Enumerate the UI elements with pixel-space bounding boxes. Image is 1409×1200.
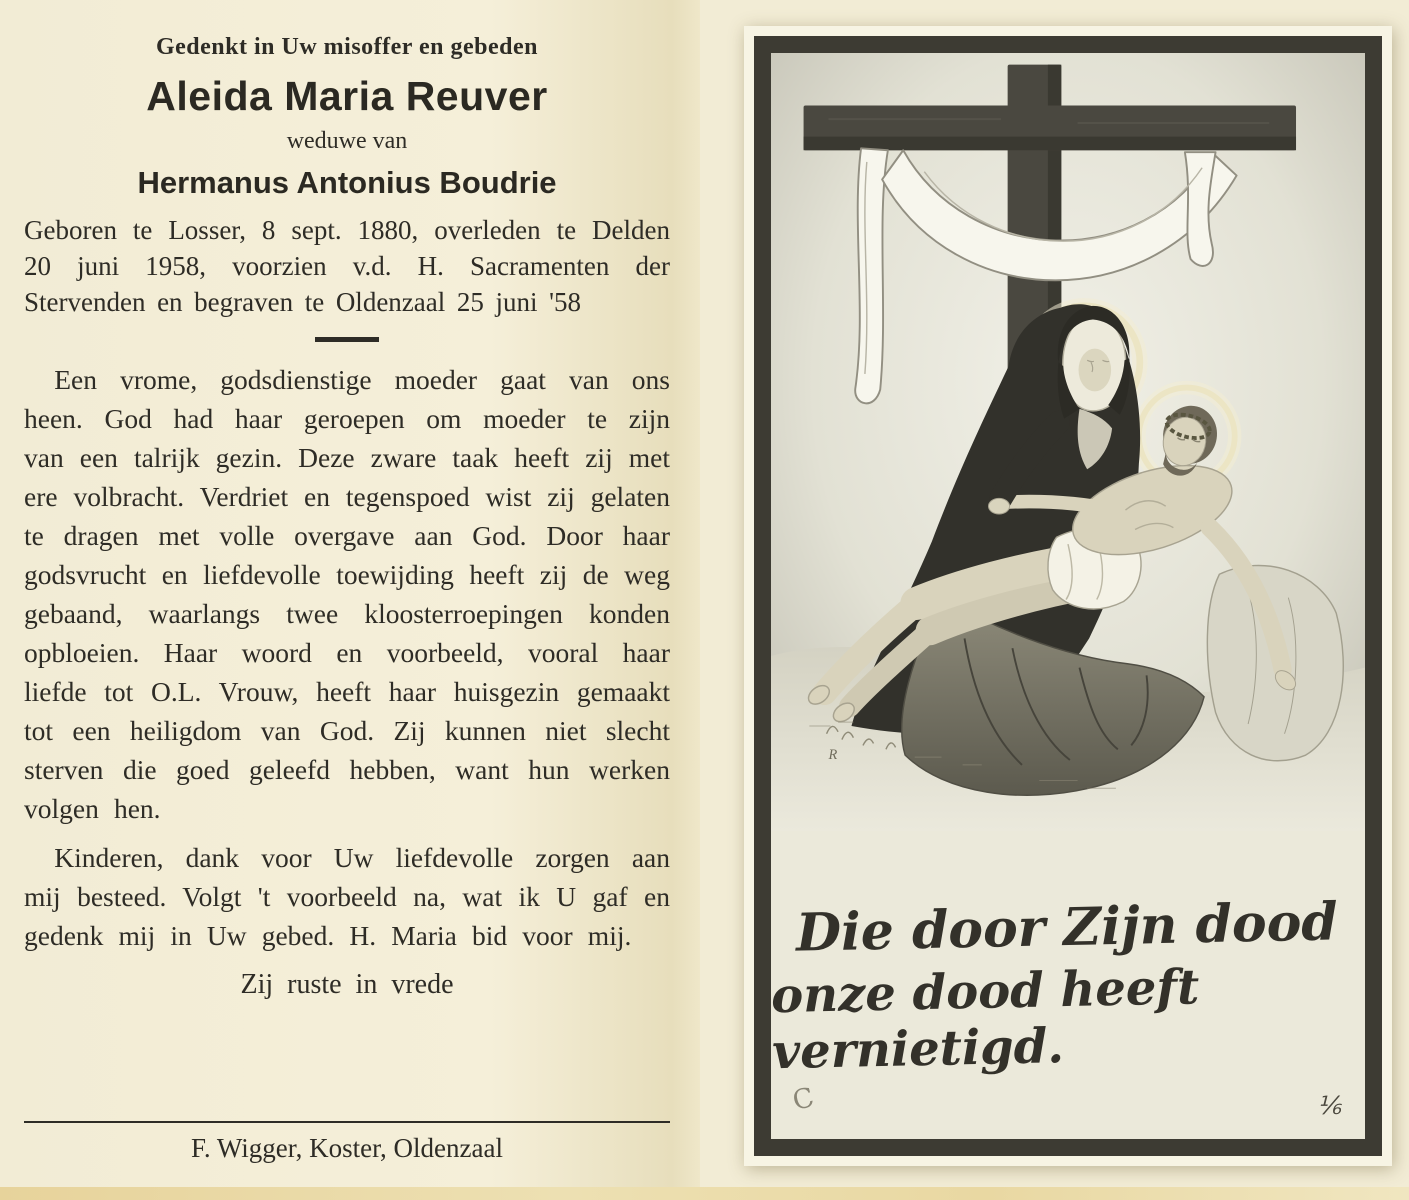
card-bottom-edge <box>0 1187 1409 1200</box>
closing-line: Zij ruste in vrede <box>240 969 454 1001</box>
pieta-illustration <box>771 53 1365 831</box>
caption-line-2: onze dood heeft vernietigd. <box>770 958 1200 1080</box>
printer-credit: F. Wigger, Koster, Oldenzaal <box>24 1121 670 1164</box>
section-divider <box>315 337 379 342</box>
memorial-header: Gedenkt in Uw misoffer en gebeden <box>155 34 539 60</box>
spouse-name: Hermanus Antonius Boudrie <box>137 165 557 200</box>
plate-number: ⅙ <box>1316 1093 1341 1120</box>
caption-line-1: Die door Zijn dood <box>795 890 1339 964</box>
holy-card-page <box>700 0 1409 1200</box>
obituary-paragraph: Een vrome, godsdienstige moeder gaat van ons heen. God had haar geroepen om moeder te zijn van een talrijk gezin. Deze zware taak heeft zij met ere volbracht. Verdriet en tegenspoed wist zij gelaten te dragen met volle overgave aan God. Door haar godsvrucht en liefdevolle toewijding heeft zij de weg gebaand, waarlangs twee kloosterroepingen konden opbloeien. Haar woord en voorbeeld, vooral haar liefde tot O.L. Vrouw, heeft haar huisgezin gemaakt tot een heiligdom van God. Zij kunnen niet slecht sterven die goed geleefd hebben, want hun werken volgen hen. <box>24 363 670 825</box>
deceased-name: Aleida Maria Reuver <box>146 73 548 119</box>
mary-hand <box>988 498 1009 514</box>
life-dates: Geboren te Losser, 8 sept. 1880, overleden te Delden 20 juni 1958, voorzien v.d. H. Sacramenten der Stervenden en begraven te Oldenzaal 25 juni '58 <box>24 215 670 317</box>
text-page <box>0 0 700 1200</box>
artist-initial: R <box>828 746 838 764</box>
obituary-paragraph: Kinderen, dank voor Uw liefdevolle zorgen aan mij besteed. Volgt 't voorbeeld na, wat ik U gaf en gedenk mij in Uw gebed. H. Maria bid voor mij. <box>24 842 670 952</box>
plate-frame <box>754 36 1382 1156</box>
widow-line: weduwe van <box>286 128 408 154</box>
caption-script <box>768 825 1368 1145</box>
holy-card-plate <box>744 26 1392 1166</box>
publisher-monogram: C <box>789 1081 818 1118</box>
